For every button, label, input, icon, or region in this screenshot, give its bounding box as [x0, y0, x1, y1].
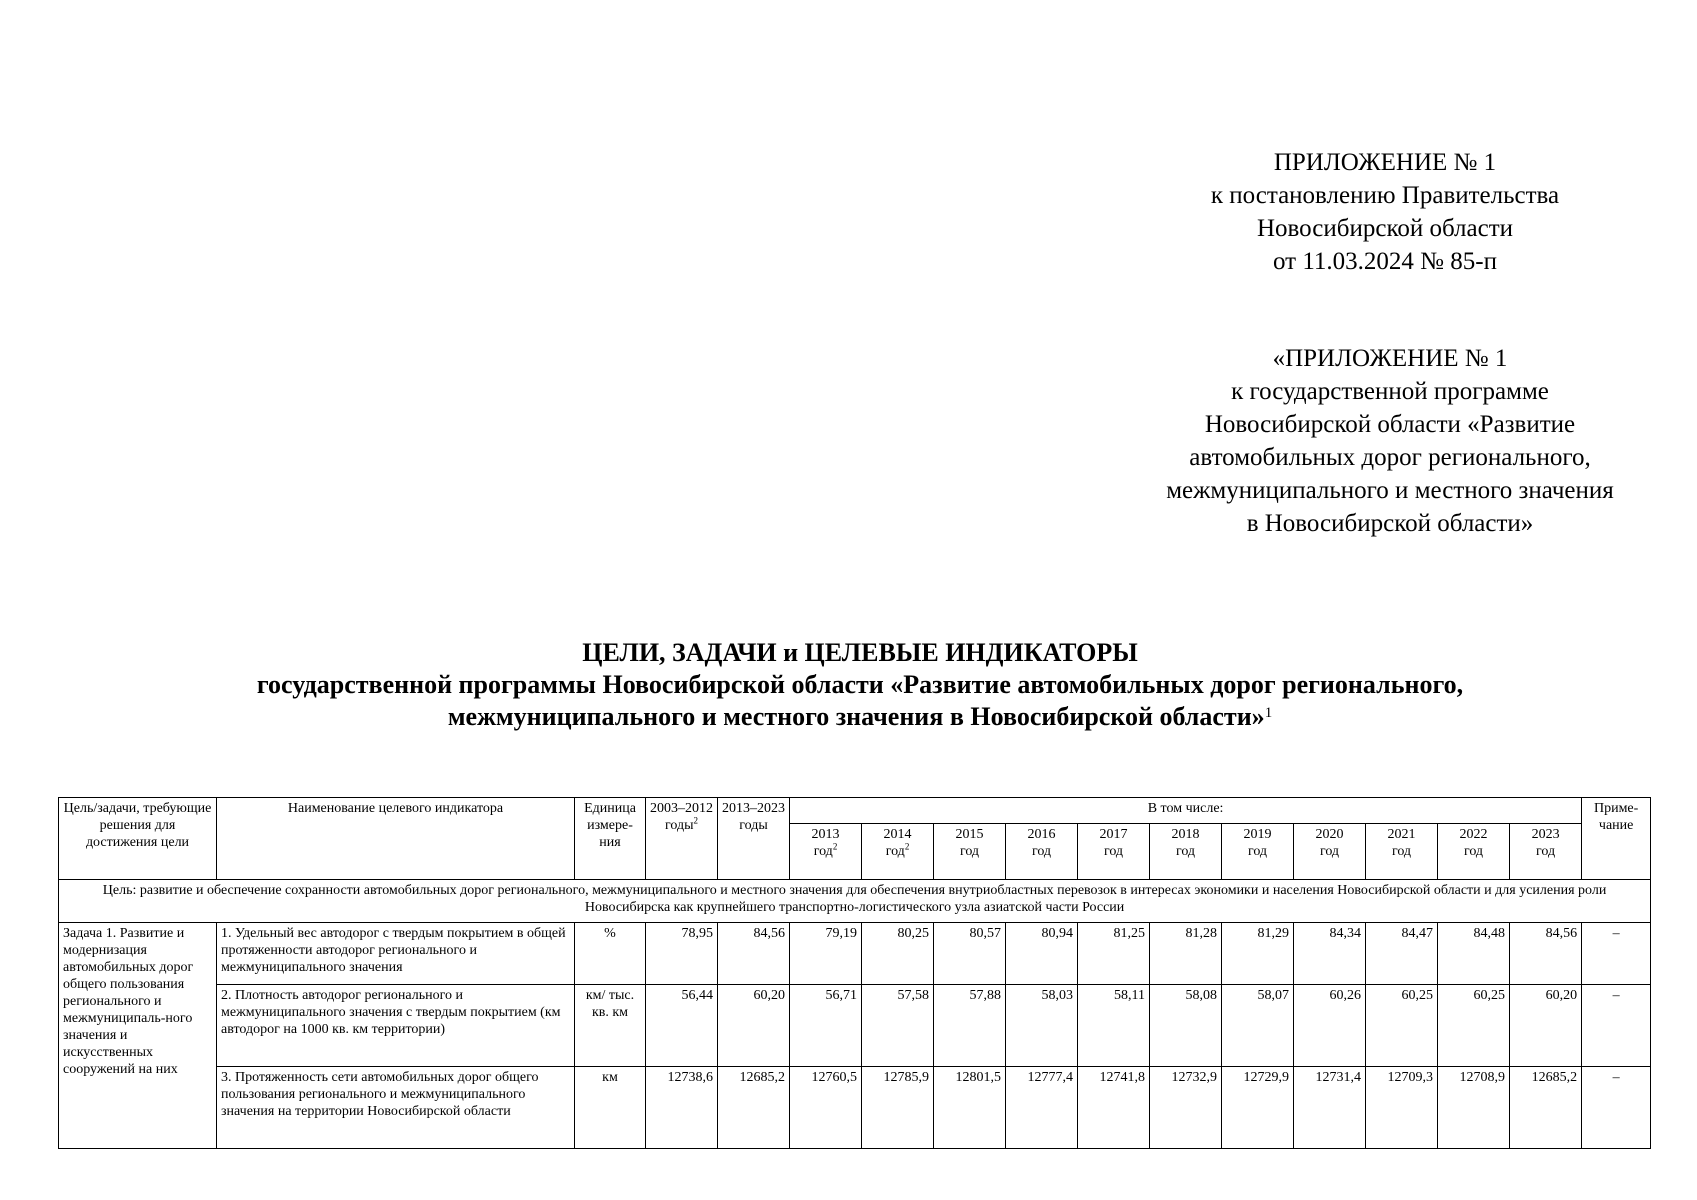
footnote-mark: 2 [904, 841, 910, 852]
header-year [1438, 824, 1510, 880]
footnote-mark: 1 [1264, 705, 1273, 721]
header-year-value: 2013 [811, 827, 840, 842]
header-year-value: 2016 [1027, 827, 1056, 842]
appendix-header [1150, 146, 1620, 278]
year-value-cell: 12785,9 [862, 1067, 934, 1149]
year-value-cell: 58,07 [1222, 985, 1294, 1067]
table-row [59, 1067, 1651, 1149]
note-cell: – [1582, 985, 1651, 1067]
year-value-cell: 58,08 [1150, 985, 1222, 1067]
header-year-value: 2014 [883, 827, 912, 842]
header-period-2013-2023: 2013–2023 годы [718, 798, 790, 880]
document-title [60, 637, 1660, 733]
value-2013-2023: 12685,2 [718, 1067, 790, 1149]
header-indicator: Наименование целевого индикатора [217, 798, 575, 880]
header-year [1150, 824, 1222, 880]
value-2013-2023: 84,56 [718, 923, 790, 985]
year-value-cell: 57,58 [862, 985, 934, 1067]
appendix-line: ПРИЛОЖЕНИЕ № 1 [1273, 149, 1497, 176]
title-line-text: межмуниципального и местного значения в Новосибирской области» [447, 702, 1265, 731]
header-year-value: 2019 [1243, 827, 1272, 842]
title-line: ЦЕЛИ, ЗАДАЧИ и ЦЕЛЕВЫЕ ИНДИКАТОРЫ [582, 638, 1138, 667]
year-value-cell: 60,26 [1294, 985, 1366, 1067]
year-value-cell: 12732,9 [1150, 1067, 1222, 1149]
header-year [1222, 824, 1294, 880]
year-value-cell: 84,48 [1438, 923, 1510, 985]
appendix-line: от 11.03.2024 № 85-п [1273, 248, 1497, 275]
header-including: В том числе: [790, 798, 1582, 824]
program-appendix-line: межмуниципального и местного значения [1166, 477, 1614, 504]
table-row [59, 985, 1651, 1067]
year-value-cell: 80,57 [934, 923, 1006, 985]
header-year-word: год [1247, 844, 1268, 859]
header-year-word: год [885, 844, 905, 859]
year-value-cell: 60,20 [1510, 985, 1582, 1067]
year-value-cell: 12685,2 [1510, 1067, 1582, 1149]
header-year [1078, 824, 1150, 880]
header-year [790, 824, 862, 880]
header-year [1006, 824, 1078, 880]
year-value-cell: 12731,4 [1294, 1067, 1366, 1149]
header-year-value: 2022 [1459, 827, 1488, 842]
value-2003-2012: 12738,6 [646, 1067, 718, 1149]
year-value-cell: 12760,5 [790, 1067, 862, 1149]
program-appendix-header [1120, 342, 1660, 540]
header-year-word: год [1463, 844, 1484, 859]
header-year [862, 824, 934, 880]
header-year-word: год [1103, 844, 1124, 859]
footnote-mark: 2 [832, 841, 838, 852]
year-value-cell: 60,25 [1438, 985, 1510, 1067]
indicator-name: 3. Протяженность сети автомобильных дорог общего пользования регионального и межмуниципального значения на территории Новосибирской области [217, 1067, 575, 1149]
title-line: государственной программы Новосибирской области «Развитие автомобильных дорог регионального, [256, 670, 1464, 699]
indicator-name: 1. Удельный вес автодорог с твердым покрытием в общей протяженности автодорог регионального и межмуниципального значения [217, 923, 575, 985]
header-year-word: год [813, 844, 833, 859]
header-year [1510, 824, 1582, 880]
header-year-word: год [1536, 844, 1556, 859]
program-appendix-line: к государственной программе [1231, 378, 1549, 405]
year-value-cell: 80,25 [862, 923, 934, 985]
appendix-line: к постановлению Правительства [1210, 182, 1560, 209]
unit-cell: км/ тыс. кв. км [575, 985, 646, 1067]
unit-cell: км [575, 1067, 646, 1149]
header-period-2003-2012 [646, 798, 718, 880]
header-year-word: год [1031, 844, 1052, 859]
indicators-table [58, 797, 1651, 1149]
table-row [59, 923, 1651, 985]
note-cell: – [1582, 923, 1651, 985]
goal-row: Цель: развитие и обеспечение сохранности автомобильных дорог регионального, межмуниципального и местного значения для обеспечения внутриобластных перевозок в интересах экономики и населения Новосибирской области и для усиления роли Новосибирска как крупнейшего транспортно-логистического узла азиатской части России [59, 880, 1651, 923]
program-appendix-line: «ПРИЛОЖЕНИЕ № 1 [1272, 345, 1508, 372]
note-cell: – [1582, 1067, 1651, 1149]
header-year-value: 2021 [1387, 827, 1416, 842]
header-year-word: год [1175, 844, 1196, 859]
year-value-cell: 12708,9 [1438, 1067, 1510, 1149]
year-value-cell: 58,11 [1078, 985, 1150, 1067]
year-value-cell: 12801,5 [934, 1067, 1006, 1149]
year-value-cell: 12729,9 [1222, 1067, 1294, 1149]
header-goal: Цель/задачи, требующие решения для достижения цели [59, 798, 217, 880]
header-year [934, 824, 1006, 880]
value-2003-2012: 78,95 [646, 923, 718, 985]
year-value-cell: 84,47 [1366, 923, 1438, 985]
program-appendix-line: в Новосибирской области» [1246, 510, 1534, 537]
header-unit: Единица измере-ния [575, 798, 646, 880]
header-note: Приме-чание [1582, 798, 1651, 880]
header-year-value: 2020 [1315, 827, 1344, 842]
header-year [1366, 824, 1438, 880]
header-year-value: 2017 [1099, 827, 1128, 842]
year-value-cell: 12777,4 [1006, 1067, 1078, 1149]
year-value-cell: 79,19 [790, 923, 862, 985]
header-year-value: 2023 [1531, 827, 1560, 842]
year-value-cell: 60,25 [1366, 985, 1438, 1067]
header-period-text: 2003–2012 годы [650, 801, 713, 833]
header-year [1294, 824, 1366, 880]
year-value-cell: 84,34 [1294, 923, 1366, 985]
value-2003-2012: 56,44 [646, 985, 718, 1067]
year-value-cell: 81,25 [1078, 923, 1150, 985]
header-year-word: год [959, 844, 980, 859]
year-value-cell: 12709,3 [1366, 1067, 1438, 1149]
program-appendix-line: Новосибирской области «Развитие [1204, 411, 1576, 438]
header-year-value: 2018 [1171, 827, 1200, 842]
appendix-line: Новосибирской области [1256, 215, 1514, 242]
value-2013-2023: 60,20 [718, 985, 790, 1067]
header-year-value: 2015 [955, 827, 984, 842]
year-value-cell: 58,03 [1006, 985, 1078, 1067]
year-value-cell: 81,28 [1150, 923, 1222, 985]
title-line-last [60, 701, 1660, 733]
indicator-name: 2. Плотность автодорог регионального и межмуниципального значения с твердым покрытием (км автодорог на 1000 кв. км территории) [217, 985, 575, 1067]
header-year-word: год [1391, 844, 1412, 859]
year-value-cell: 84,56 [1510, 923, 1582, 985]
footnote-mark: 2 [693, 815, 699, 826]
unit-cell: % [575, 923, 646, 985]
header-year-word: год [1319, 844, 1340, 859]
year-value-cell: 80,94 [1006, 923, 1078, 985]
year-value-cell: 56,71 [790, 985, 862, 1067]
task-cell: Задача 1. Развитие и модернизация автомобильных дорог общего пользования регионального и межмуниципаль-ного значения и искусственных сооружений на них [59, 923, 217, 1149]
year-value-cell: 12741,8 [1078, 1067, 1150, 1149]
year-value-cell: 57,88 [934, 985, 1006, 1067]
year-value-cell: 81,29 [1222, 923, 1294, 985]
program-appendix-line: автомобильных дорог регионального, [1189, 444, 1591, 471]
